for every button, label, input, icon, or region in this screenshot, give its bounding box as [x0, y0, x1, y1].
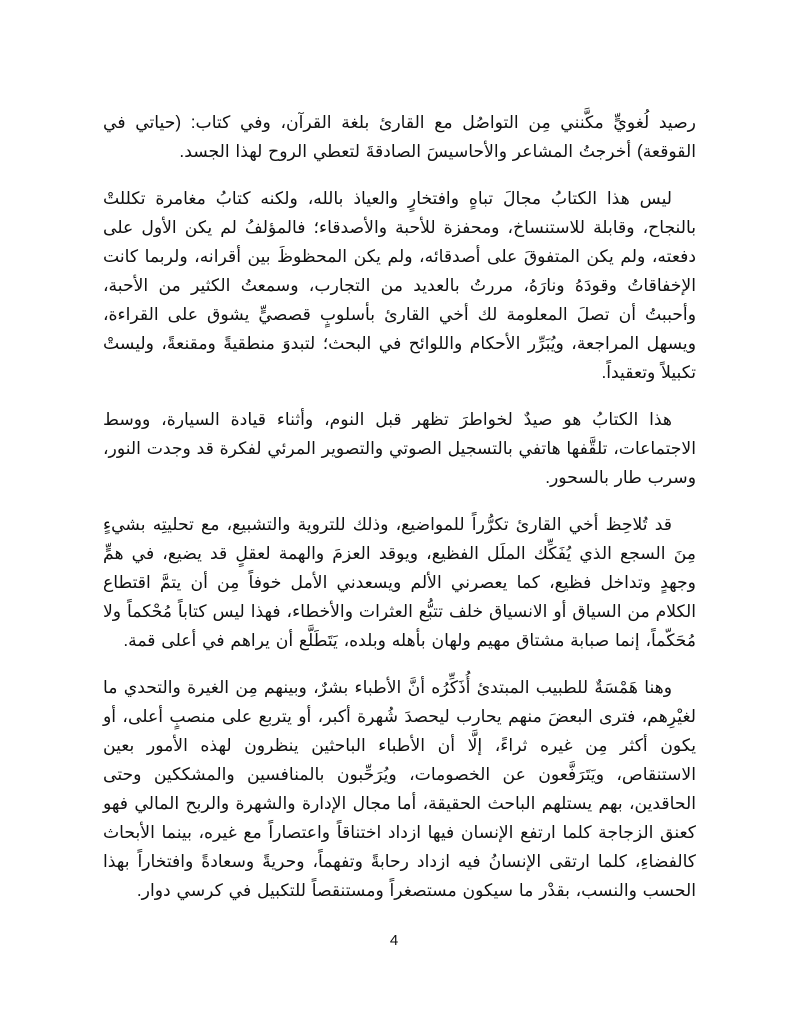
page-body	[103, 108, 696, 905]
paragraph-5: وهنا هَمْسَةٌ للطبيب المبتدئ أُذَكِّرُه أنَّ الأطباء بشرٌ، وبينهم مِن الغيرة والتحدي ما لغيْرِهم، فترى البعضَ منهم يحارب ليحصدَ شُهرة أكبر، أو يتربع على منصبٍ أعلى، أو يكون أكثر مِن غيره ثراءً، إلَّا أن الأطباء الباحثين ينظرون لهذه الأمور بعين الاستنقاص، ويَتَرَفَّعون عن الخصومات، ويُرَحِّبون بالمنافسين والمشككين وحتى الحاقدين، بهم يستلهم الباحث الحقيقة، أما مجال الإدارة والشهرة والربح المالي فهو كعنق الزجاجة كلما ارتفع الإنسان فيها ازداد اختناقاً واعتصاراً مع غيره، بينما الأبحاث كالفضاءِ، كلما ارتقى الإنسانُ فيه ازداد رحابةً وتفهماً، وحريةً وسعادةً وافتخاراً بهذا الحسب والنسب، بقدْر ما سيكون مستصغراً ومستنقصاً للتكبيل في كرسي دوار.	[103, 677, 696, 900]
paragraph-4: قد تُلاحِظ أخي القارئ تكرُّراً للمواضيع، وذلك للتروية والتشبيع، مع تحليتِه بشيءٍ مِنَ السجع الذي يُفَكِّك الملَل الفظيع، ويوقد العزمَ والهمة لعقلٍ قد يضيع، في همٍّ وجهدٍ وتداخل فظيع، كما يعصرني الألم ويسعدني الأمل خوفاً مِن أن يتمَّ اقتطاع الكلام من السياق أو الانسياق خلف تتبُّع العثرات والأخطاء، فهذا ليس كتاباً مُحْكماً ولا مُحَكّماً، إنما صبابة مشتاق مهيم ولهان بأهله وبلده، يَتَطَلَّع أن يراهم في أعلى قمة.	[103, 514, 696, 650]
page-number: 4	[389, 932, 399, 949]
paragraph-2: ليس هذا الكتابُ مجالَ تباهٍ وافتخارٍ والعياذ بالله، ولكنه كتابُ مغامرة تكللتْ بالنجاح، وقابلة للاستنساخ، ومحفزة للأحبة والأصدقاء؛ فالمؤلفُ لم يكن الأول على دفعته، ولم يكن المتفوقَ على أصدقائه، ولم يكن المحظوظَ بين أقرانه، ولربما كانت الإخفاقاتُ وقودَهُ ونارَهُ، مررتُ بالعديد من التجارب، وسمعتُ الكثير من الأحبة، وأحببتُ أن تصلَ المعلومة لك أخي القارئ بأسلوبٍ قصصيٍّ يشوق على القراءة، ويسهل المراجعة، ويُبَرِّر الأحكام واللوائح في البحث؛ لتبدوَ منطقيةً ومقنعةً، وليستْ تكبيلاً وتعقيداً.	[103, 188, 696, 382]
paragraph-1: رصيد لُغويٍّ مكَّنني مِن التواصُل مع القارئ بلغة القرآن، وفي كتاب: (حياتي في القوقعة) أخرجتُ المشاعر والأحاسيسَ الصادقةَ لتعطي الروح لهذا الجسد.	[103, 112, 696, 161]
paragraph-3: هذا الكتابُ هو صيدٌ لخواطرَ تظهر قبل النوم، وأثناء قيادة السيارة، ووسط الاجتماعات، تلقَّفها هاتفي بالتسجيل الصوتي والتصوير المرئي لفكرة قد وجدت النور، وسرب طار بالسحور.	[103, 409, 696, 487]
